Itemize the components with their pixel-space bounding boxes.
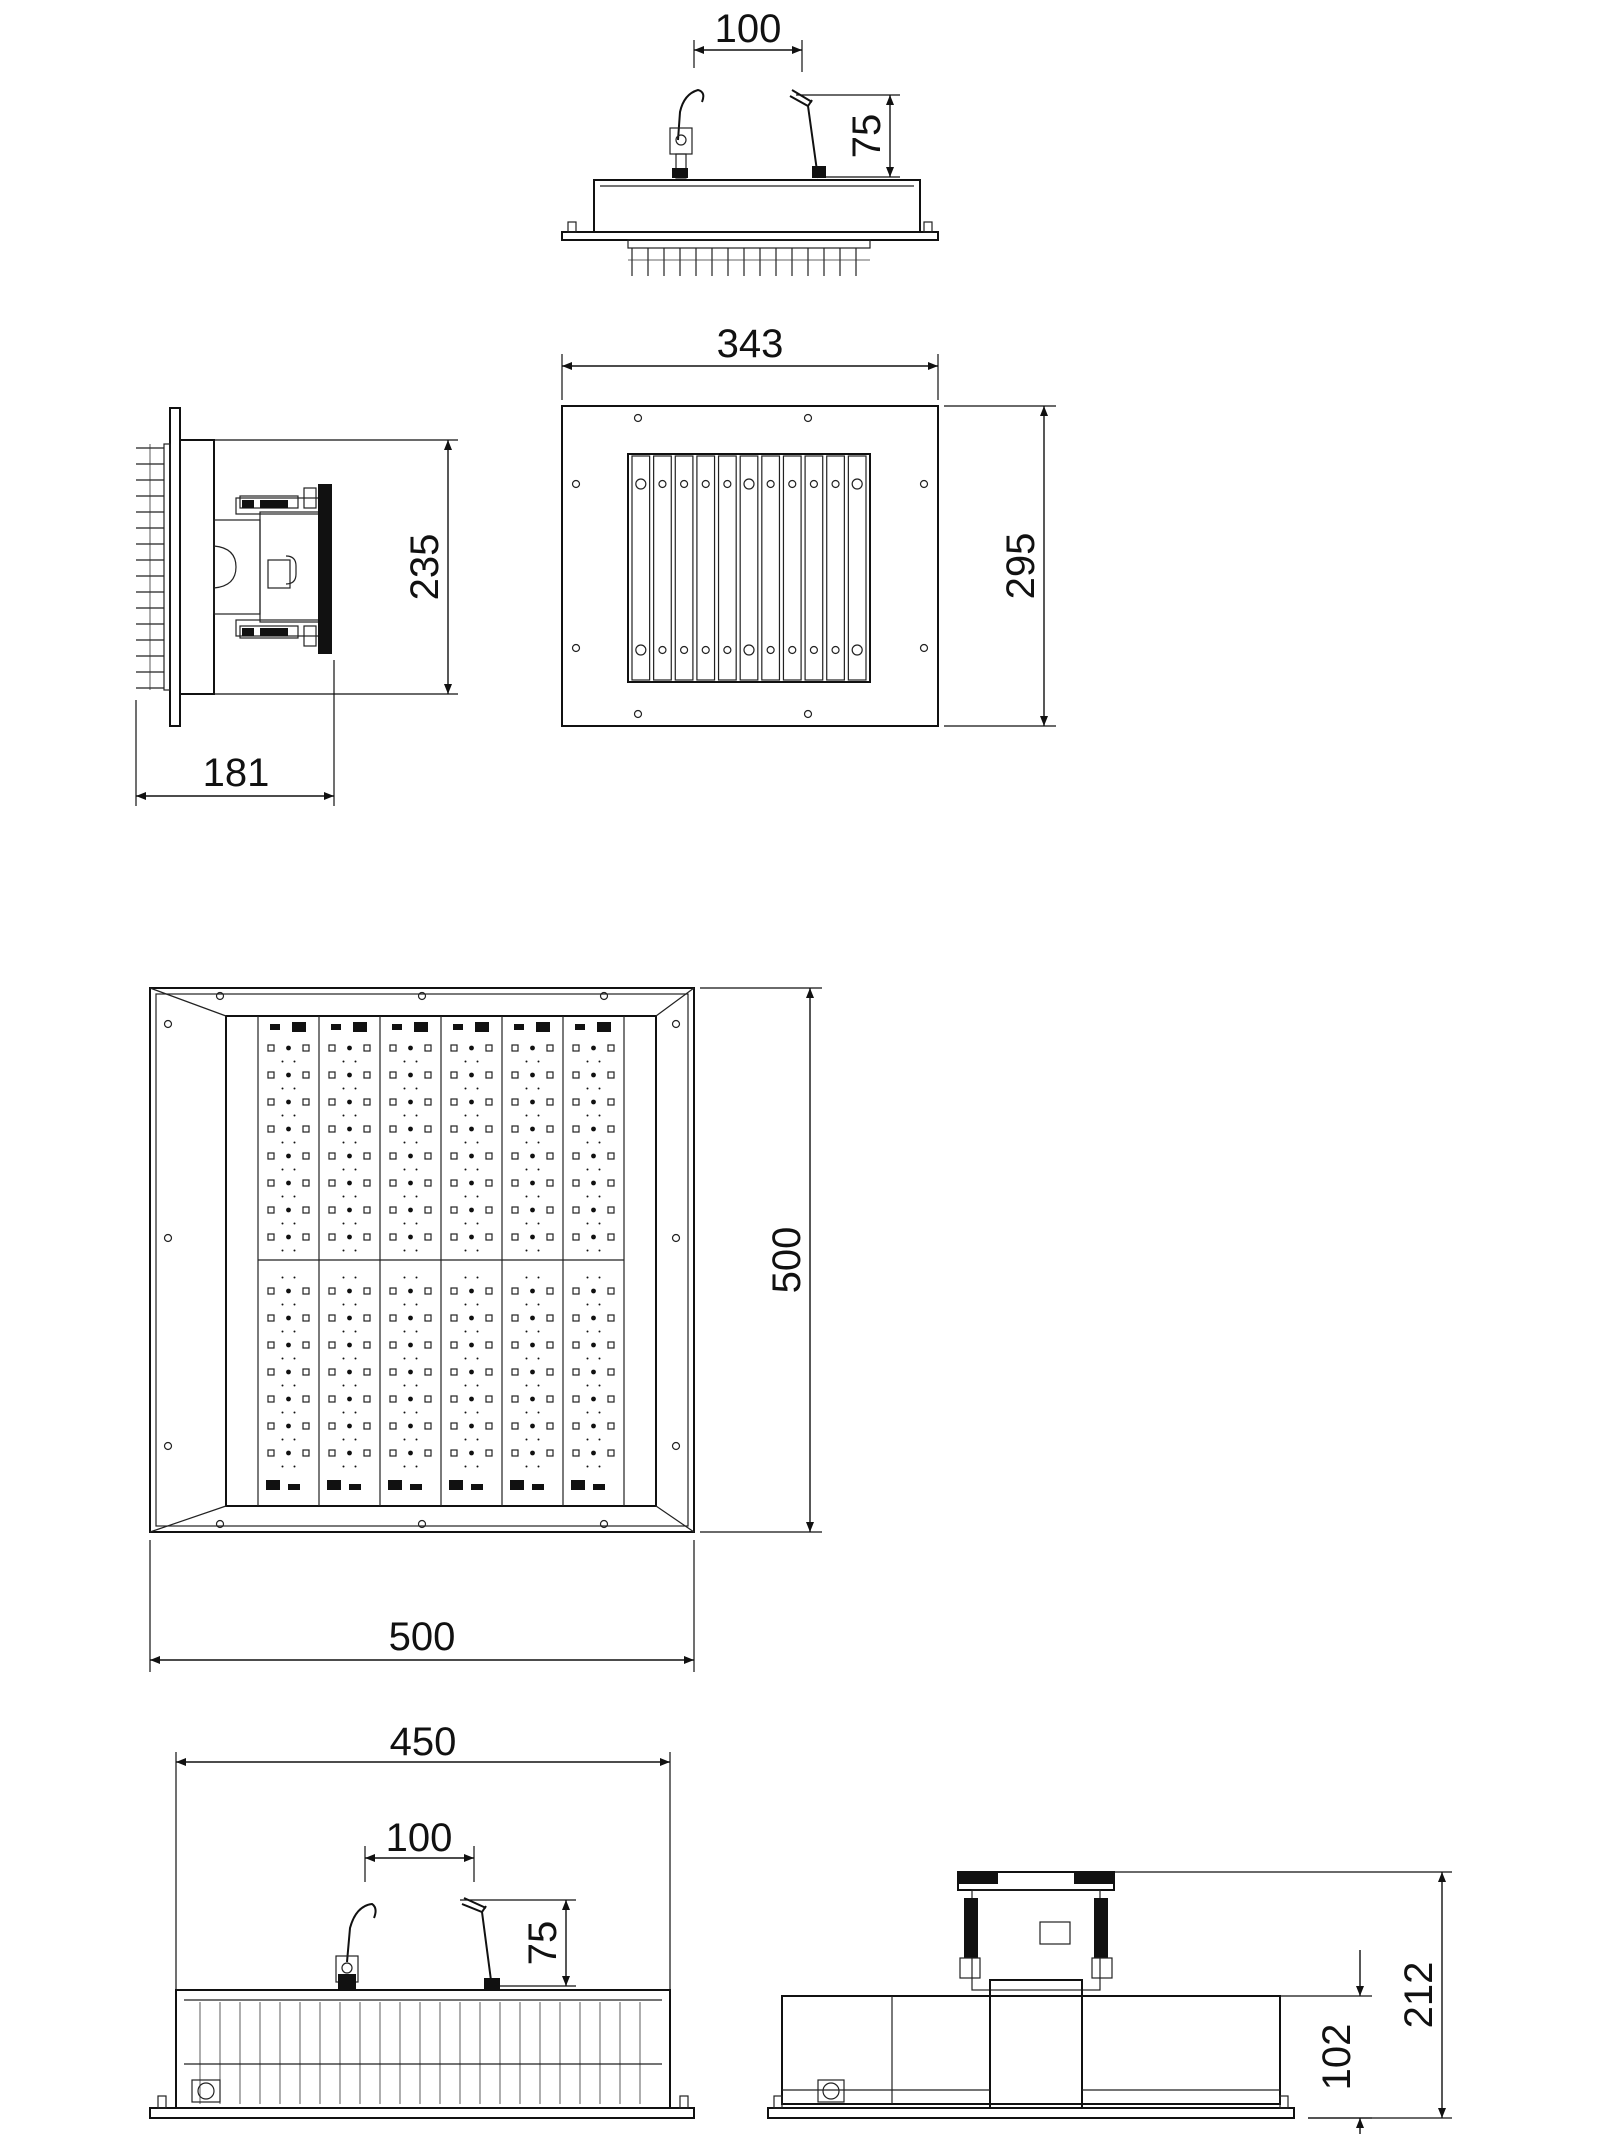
dim-small-side-depth: 181 xyxy=(202,751,270,795)
dim-large-end-body-height: 102 xyxy=(1315,2023,1359,2091)
large-front-view xyxy=(150,988,822,1672)
small-side-view xyxy=(136,408,458,806)
dim-top-bracket-spacing: 100 xyxy=(714,7,782,51)
dim-large-front-width: 500 xyxy=(388,1615,456,1659)
dim-small-front-height: 295 xyxy=(999,532,1043,600)
dim-large-side-bracket-spacing: 100 xyxy=(385,1816,453,1860)
large-end-view xyxy=(768,1872,1452,2134)
dim-top-bracket-height: 75 xyxy=(845,113,889,159)
dim-small-side-height: 235 xyxy=(403,533,447,601)
small-top-view xyxy=(562,7,938,276)
large-side-view xyxy=(150,1720,694,2118)
small-front-view xyxy=(562,322,1056,726)
dim-large-side-bracket-height: 75 xyxy=(521,1920,565,1966)
dim-small-front-width: 343 xyxy=(716,322,784,366)
dim-large-side-width: 450 xyxy=(389,1720,457,1764)
dim-large-end-total-height: 212 xyxy=(1397,1961,1441,2029)
dim-large-front-height: 500 xyxy=(765,1226,809,1294)
